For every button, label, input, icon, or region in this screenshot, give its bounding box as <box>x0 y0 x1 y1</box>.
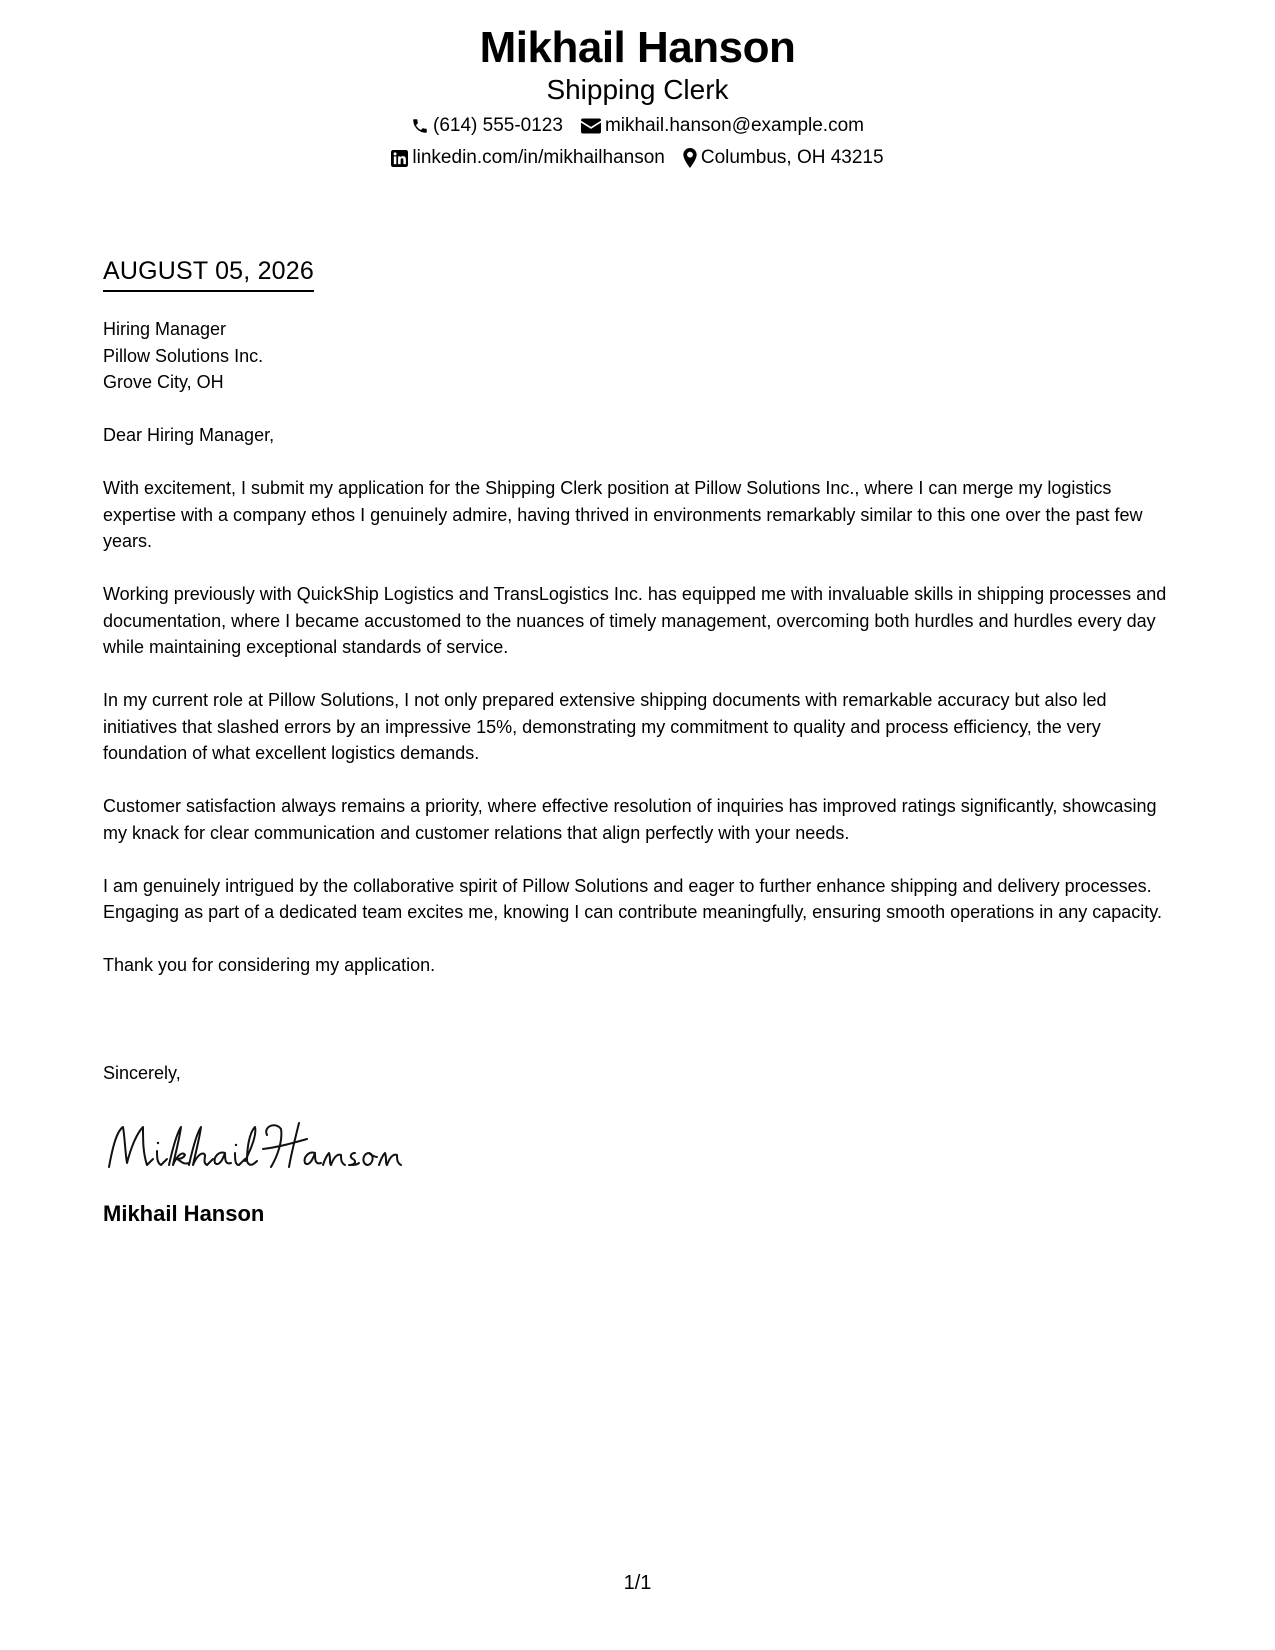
contact-phone <box>411 114 563 138</box>
map-pin-icon <box>683 148 697 168</box>
closing: Sincerely, <box>103 1063 181 1083</box>
recipient-block <box>103 316 263 396</box>
recipient-line-1: Hiring Manager <box>103 319 227 339</box>
contact-row-2 <box>0 146 1275 170</box>
signed-name: Mikhail Hanson <box>103 1201 265 1226</box>
phone-icon <box>411 117 429 135</box>
contact-email <box>581 114 864 138</box>
body-paragraph: In my current role at Pillow Solutions, I not only prepared extensive shipping documents with remarkable accuracy but also led initiatives that slashed errors by an impressive 15%, demonstrating my commitment to quality and process efficiency, the very foundation of what excellent logistics demands. <box>103 690 1107 763</box>
handwritten-signature <box>103 1105 403 1185</box>
letter-body <box>103 422 1173 1005</box>
page-number: 1/1 <box>623 1572 652 1594</box>
location-text: Columbus, OH 43215 <box>700 147 884 168</box>
envelope-icon <box>581 118 601 134</box>
recipient-line-3: Grove City, OH <box>103 372 224 392</box>
linkedin-icon <box>391 150 408 167</box>
body-paragraph: Customer satisfaction always remains a priority, where effective resolution of inquiries has improved ratings significantly, showcasing my knack for clear communication and customer relations that align perfectly with your needs. <box>103 796 1157 843</box>
recipient-line-2: Pillow Solutions Inc. <box>103 345 264 366</box>
contact-location <box>683 146 884 170</box>
job-title: Shipping Clerk <box>546 74 729 105</box>
thanks-line: Thank you for considering my application. <box>103 955 436 975</box>
linkedin-text: linkedin.com/in/mikhailhanson <box>412 147 665 168</box>
salutation: Dear Hiring Manager, <box>103 425 275 445</box>
body-paragraph: With excitement, I submit my application for the Shipping Clerk position at Pillow Solutions Inc., where I can merge my logistics expertise with a company ethos I genuinely admire, having thrived in environments remarkably similar to this one over the past few years. <box>103 478 1143 551</box>
phone-text: (614) 555-0123 <box>433 115 563 136</box>
contact-linkedin <box>391 146 664 170</box>
letter-date: AUGUST 05, 2026 <box>103 256 314 292</box>
email-text: mikhail.hanson@example.com <box>604 115 864 136</box>
applicant-name: Mikhail Hanson <box>479 23 796 72</box>
contact-row-1 <box>0 114 1275 138</box>
body-paragraph: Working previously with QuickShip Logistics and TransLogistics Inc. has equipped me with invaluable skills in shipping processes and documentation, where I became accustomed to the nuances of timely management, overcoming both hurdles and hurdles every day while maintaining exceptional standards of service. <box>103 584 1167 657</box>
letter-header <box>0 22 1275 170</box>
body-paragraph: I am genuinely intrigued by the collaborative spirit of Pillow Solutions and eager to further enhance shipping and delivery processes. Engaging as part of a dedicated team excites me, knowing I can contribute meaningfully, ensuring smooth operations in any capacity. <box>103 875 1162 922</box>
